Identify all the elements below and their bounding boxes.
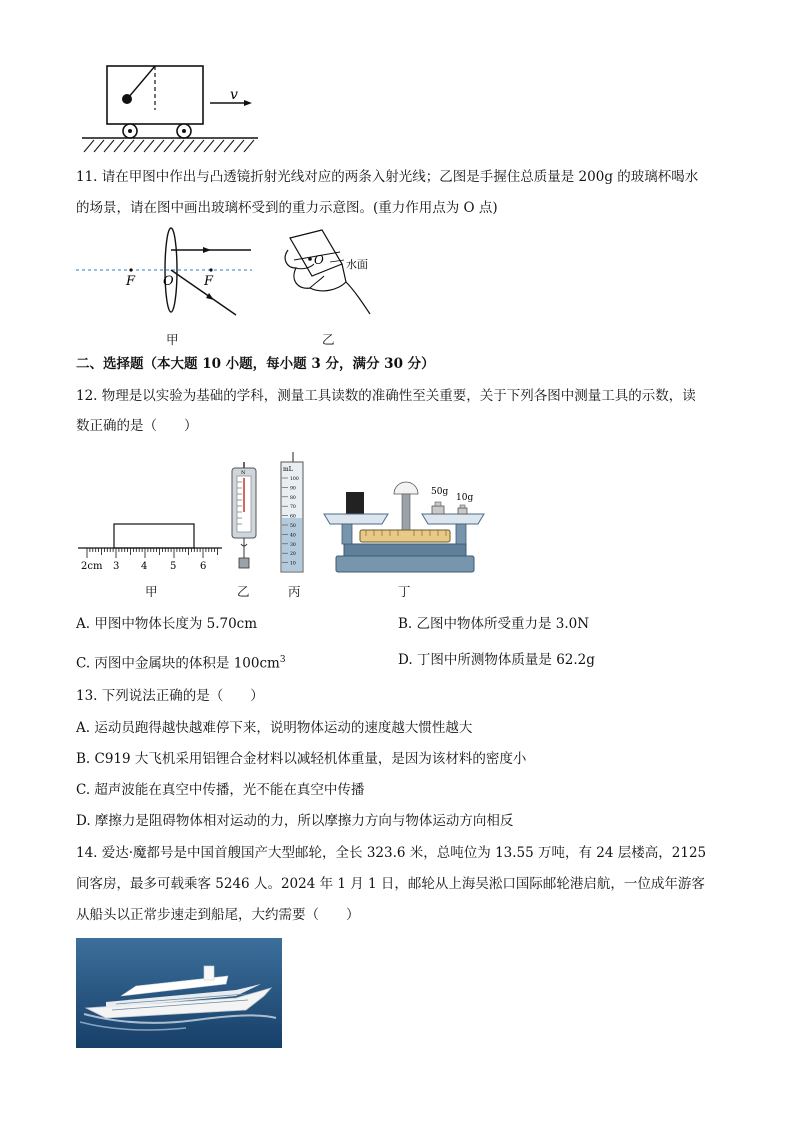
focus-right-label: F xyxy=(204,274,214,289)
spring-scale-caption: 乙 xyxy=(237,584,250,599)
balance-beam xyxy=(360,530,450,542)
cylinder-tick-label: 20 xyxy=(290,552,296,558)
q12-option-c-text: C. 丙图中金属块的体积是 100cm xyxy=(76,655,280,672)
ruler-label-3: 3 xyxy=(113,561,120,572)
finger-lines xyxy=(296,264,324,288)
ruler-caption: 甲 xyxy=(145,584,158,599)
gravity-point-o xyxy=(308,257,312,261)
sea-background xyxy=(76,938,282,1048)
water-surface-label: 水面 xyxy=(346,258,368,271)
ruler-label-4: 4 xyxy=(141,561,148,572)
object-on-pan xyxy=(346,492,364,514)
cylinder-tick-label: 60 xyxy=(290,514,296,520)
q14-line-1: 14. 爱达·魔都号是中国首艘国产大型邮轮，全长 323.6 米，总吨位为 13.55 万吨，有 24 层楼高，2125 xyxy=(76,845,707,861)
q12-line-1: 12. 物理是以实验为基础的学科，测量工具读数的准确性至关重要，关于下列各图中测量工具的示数，读 xyxy=(76,388,696,404)
hand-cup-figure xyxy=(280,228,390,318)
ruler-ticks xyxy=(87,548,218,558)
ship-funnel xyxy=(204,966,214,980)
cylinder-tick-label: 40 xyxy=(290,533,296,539)
figure-caption-yi: 乙 xyxy=(322,332,335,347)
focus-right-point xyxy=(209,268,212,271)
q13-option-c[interactable]: C. 超声波能在真空中传播，光不能在真空中传播 xyxy=(76,782,365,798)
q14-line-2: 间客房，最多可载乘客 5246 人。2024 年 1 月 1 日，邮轮从上海吴淞口国际邮轮港启航，一位成年游客 xyxy=(76,876,705,892)
weight-label-10g: 10g xyxy=(456,493,474,503)
figure-caption-jia: 甲 xyxy=(166,332,179,347)
q12-option-c-superscript: 3 xyxy=(279,655,286,665)
q13-option-d[interactable]: D. 摩擦力是阻碍物体相对运动的力，所以摩擦力方向与物体运动方向相反 xyxy=(76,813,514,829)
cruise-ship-photo xyxy=(76,938,282,1048)
cylinder-tick-label: 50 xyxy=(290,524,296,529)
right-pan xyxy=(422,514,484,524)
weight-50g xyxy=(432,506,444,514)
cylinder-unit: mL xyxy=(283,466,293,473)
section-heading: 二、选择题（本大题 10 小题，每小题 3 分，满分 30 分） xyxy=(76,356,435,372)
cup-o-label: O xyxy=(314,253,324,267)
cylinder-tick-label: 30 xyxy=(290,542,296,548)
q12-option-d[interactable]: D. 丁图中所测物体质量是 62.2g xyxy=(398,652,595,668)
q12-option-a[interactable]: A. 甲图中物体长度为 5.70cm xyxy=(76,616,258,632)
q14-line-3: 从船头以正常步速走到船尾，大约需要（ ） xyxy=(76,907,360,923)
q13-option-a[interactable]: A. 运动员跑得越快越难停下来，说明物体运动的速度越大惯性越大 xyxy=(76,720,473,736)
left-pan xyxy=(324,514,388,524)
spring-scale-figure xyxy=(226,462,262,576)
q12-line-2: 数正确的是（ ） xyxy=(76,418,198,434)
pendulum-string xyxy=(128,66,155,98)
measured-object xyxy=(114,524,194,548)
focus-left-label: F xyxy=(126,274,136,289)
balance-base xyxy=(336,556,474,572)
ground-hatching xyxy=(84,140,254,152)
spring-scale-unit: N xyxy=(241,470,246,476)
measuring-cylinder-figure xyxy=(277,452,307,576)
ruler-label-6: 6 xyxy=(200,561,207,572)
cylinder-tick-label: 10 xyxy=(290,561,296,567)
q13-option-b[interactable]: B. C919 大飞机采用铝锂合金材料以减轻机体重量，是因为该材料的密度小 xyxy=(76,751,527,767)
balance-caption: 丁 xyxy=(398,584,411,599)
q12-option-c[interactable] xyxy=(76,650,286,674)
optical-center-label: O xyxy=(163,274,174,289)
cylinder-tick-label: 70 xyxy=(290,505,296,511)
balance-base-top xyxy=(344,544,466,556)
lens-figure xyxy=(76,225,256,320)
weight-10g xyxy=(458,508,467,514)
cylinder-tick-label: 80 xyxy=(290,495,296,501)
cylinder-tick-label: 100 xyxy=(290,477,299,482)
q13-stem: 13. 下列说法正确的是（ ） xyxy=(76,688,264,704)
q11-line-2: 的场景，请在图中画出玻璃杯受到的重力示意图。(重力作用点为 O 点) xyxy=(76,200,498,216)
pendulum-bob xyxy=(122,94,132,104)
cylinder-caption: 丙 xyxy=(288,584,301,599)
q11-line-1: 11. 请在甲图中作出与凸透镜折射光线对应的两条入射光线；乙图是手握住总质量是 200g 的玻璃杯喝水 xyxy=(76,169,699,185)
cart-figure xyxy=(76,60,266,156)
weight-label-50g: 50g xyxy=(431,487,449,497)
cylinder-tick-label: 90 xyxy=(290,486,296,492)
focus-left-point xyxy=(129,268,132,271)
q12-option-b[interactable]: B. 乙图中物体所受重力是 3.0N xyxy=(398,616,590,632)
velocity-label: v xyxy=(230,87,238,103)
hanging-block xyxy=(239,558,249,568)
balance-dial xyxy=(394,482,418,494)
ruler-figure xyxy=(76,518,226,576)
ruler-label-2cm: 2cm xyxy=(81,561,103,572)
balance-figure xyxy=(322,470,488,578)
ruler-label-5: 5 xyxy=(170,561,177,572)
